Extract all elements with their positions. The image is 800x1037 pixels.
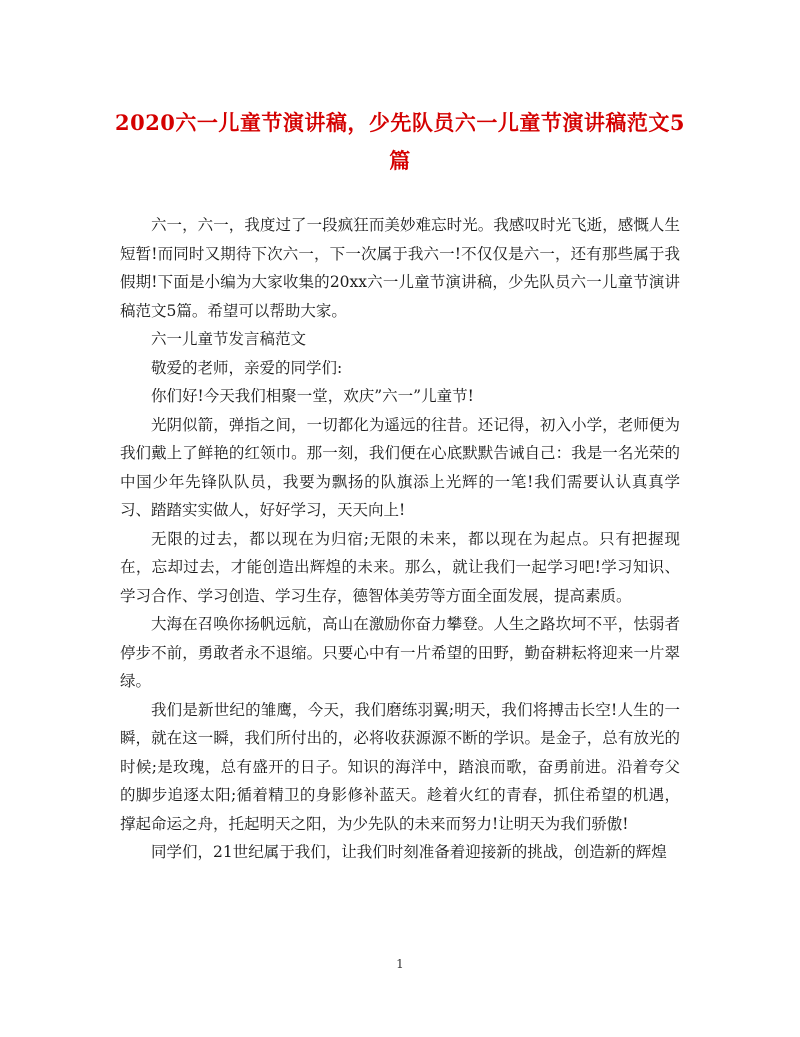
paragraph-body-5: 同学们，21世纪属于我们，让我们时刻准备着迎接新的挑战，创造新的辉煌 [151,843,667,861]
document-title: 2020六一儿童节演讲稿，少先队员六一儿童节演讲稿范文5篇 [114,110,686,173]
paragraph-body-4: 我们是新世纪的雏鹰，今天，我们磨练羽翼;明天，我们将搏击长空!人生的一瞬，就在这一瞬，我们所付出的，必将收获源源不断的学识。是金子，总有放光的时候;是玫瑰，总有盛开的日子。知识的海洋中，踏浪而歌，奋勇前进。沿着夸父的脚步追逐太阳;循着精卫的身影修补蓝天。趁着火红的青春，抓住希望的机遇，撑起命运之舟，托起明天之阳，为少先队的未来而努力!让明天为我们骄傲! [120,700,680,833]
paragraph-section-heading: 六一儿童节发言稿范文 [151,330,307,348]
paragraph-greeting: 你们好!今天我们相聚一堂，欢庆”六一”儿童节! [151,387,474,405]
paragraph-salutation: 敬爱的老师，亲爱的同学们: [151,358,343,377]
paragraph-body-1: 光阴似箭，弹指之间，一切都化为遥远的往昔。还记得，初入小学，老师便为我们戴上了鲜艳的红领巾。那一刻，我们便在心底默默告诫自己：我是一名光荣的中国少年先锋队队员，我要为飘扬的队旗添上光辉的一笔!我们需要认认真真学习、踏踏实实做人，好好学习，天天向上! [120,415,680,519]
paragraph-intro: 六一，六一，我度过了一段疯狂而美妙难忘时光。我感叹时光飞逝，感慨人生短暂!而同时又期待下次六一，下一次属于我六一!不仅仅是六一，还有那些属于我假期!下面是小编为大家收集的20xx六一儿童节演讲稿，少先队员六一儿童节演讲稿范文5篇。希望可以帮助大家。 [120,216,680,320]
page-number: 1 [396,957,404,971]
paragraph-body-2: 无限的过去，都以现在为归宿;无限的未来，都以现在为起点。只有把握现在，忘却过去，才能创造出辉煌的未来。那么，就让我们一起学习吧!学习知识、学习合作、学习创造、学习生存，德智体美劳等方面全面发展，提高素质。 [120,529,680,605]
paragraph-body-3: 大海在召唤你扬帆远航，高山在激励你奋力攀登。人生之路坎坷不平，怯弱者停步不前，勇敢者永不退缩。只要心中有一片希望的田野，勤奋耕耘将迎来一片翠绿。 [120,615,680,690]
document-body [120,211,680,867]
